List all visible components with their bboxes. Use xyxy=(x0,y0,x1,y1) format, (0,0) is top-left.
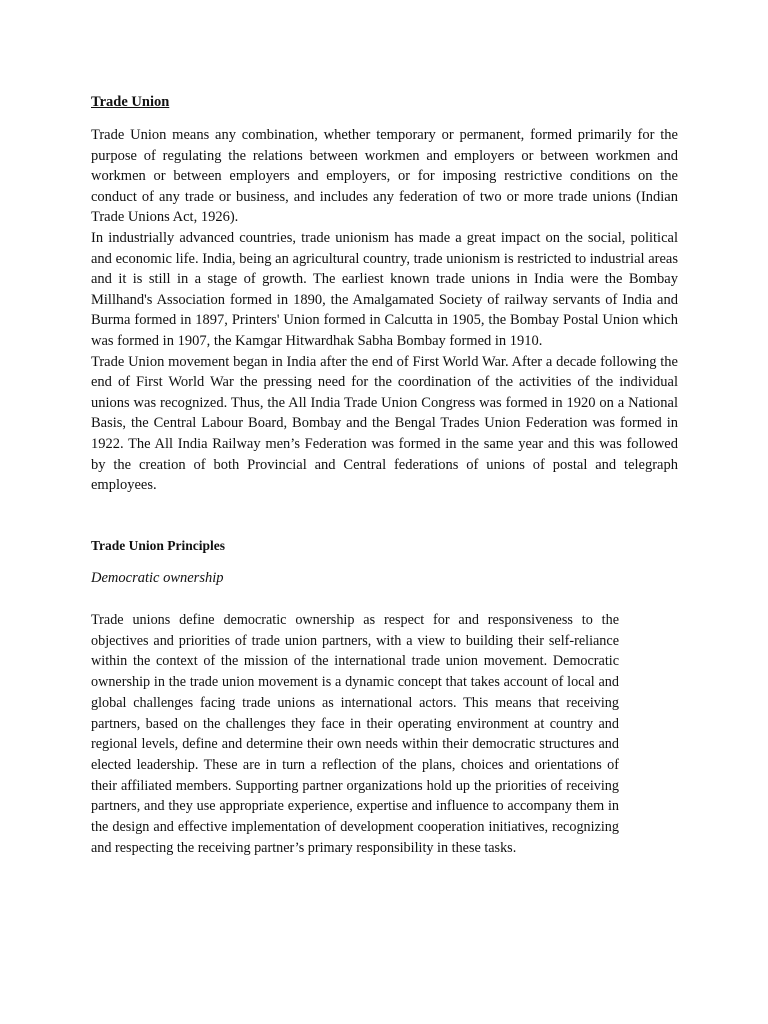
document-title: Trade Union xyxy=(91,94,170,110)
principle-title: Democratic ownership xyxy=(91,570,224,586)
intro-section xyxy=(91,125,678,496)
paragraph-history: In industrially advanced countries, trade unionism has made a great impact on the social, political and economic life. India, being an agricultural country, trade unionism is restricted to industrial areas and it is still in a stage of growth. The earliest known trade unions in India were the Bombay Millhand's Association formed in 1890, the Amalgamated Society of railway servants of India and Burma formed in 1897, Printers' Union formed in Calcutta in 1905, the Bombay Postal Union which was formed in 1907, the Kamgar Hitwardhak Sabha Bombay formed in 1910. xyxy=(91,229,678,349)
paragraph-democratic-ownership: Trade unions define democratic ownership as respect for and responsiveness to the objectives and priorities of trade union partners, with a view to building their self-reliance within the context of the mission of the international trade union movement. Democratic ownership in the trade union movement is a dynamic concept that takes account of local and global challenges facing trade unions as international actors. This means that receiving partners, based on the challenges they face in their operating environment at country and regional levels, define and determine their own needs within their democratic structures and elected leadership. These are in turn a reflection of the plans, choices and orientations of their affiliated members. Supporting partner organizations hold up the priorities of receiving partners, and they use appropriate experience, expertise and influence to accompany them in the design and effective implementation of development cooperation initiatives, recognizing and respecting the receiving partner’s primary responsibility in these tasks. xyxy=(91,612,619,856)
principles-heading: Trade Union Principles xyxy=(91,538,226,553)
paragraph-movement: Trade Union movement began in India after the end of First World War. After a decade following the end of First World War the pressing need for the coordination of the activities of the individual unions was recognized. Thus, the All India Trade Union Congress was formed in 1920 on a National Basis, the Central Labour Board, Bombay and the Bengal Trades Union Federation was formed in 1922. The All India Railway men’s Federation was formed in the same year and this was followed by the creation of both Provincial and Central federations of unions of postal and telegraph employees. xyxy=(91,353,678,494)
paragraph-definition: Trade Union means any combination, whether temporary or permanent, formed primarily for the purpose of regulating the relations between workmen and employers or between workmen and workmen or between employers and employers, or for imposing restrictive conditions on the conduct of any trade or business, and includes any federation of two or more trade unions (Indian Trade Unions Act, 1926). xyxy=(91,127,678,226)
principle-section xyxy=(91,610,619,858)
